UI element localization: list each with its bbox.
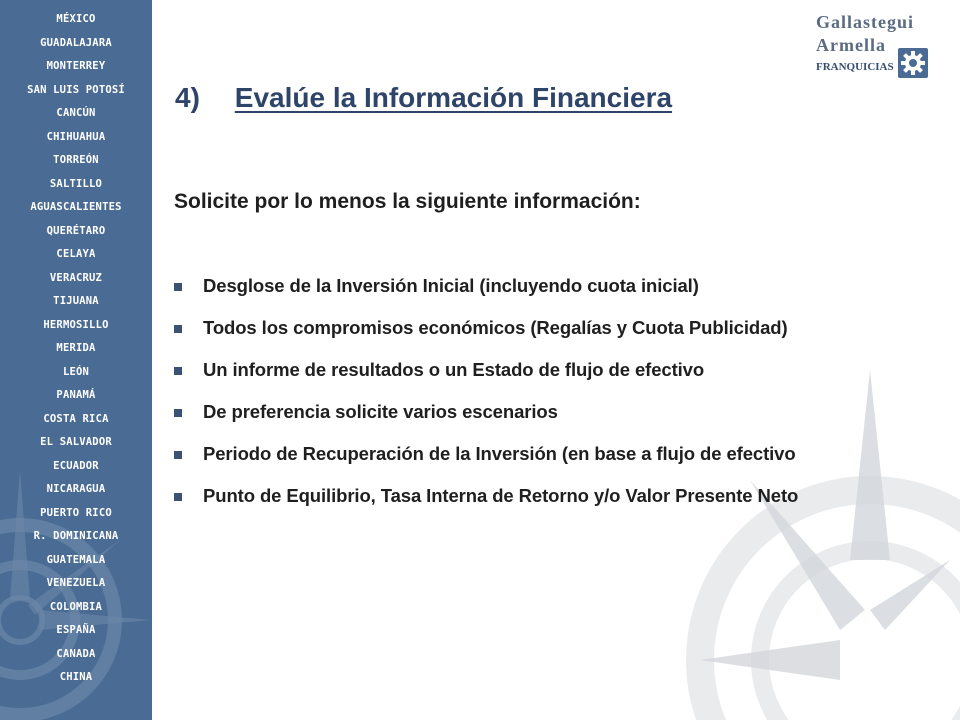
sidebar-city-item: ECUADOR xyxy=(53,459,99,472)
bullet-item xyxy=(174,359,798,401)
sidebar-city-item: CHIHUAHUA xyxy=(46,130,106,143)
square-bullet-icon xyxy=(174,451,182,459)
slide-subtitle: Solicite por lo menos la siguiente información: xyxy=(174,190,641,213)
sidebar-city-item: TORREÓN xyxy=(53,154,99,166)
sidebar-city-item: SALTILLO xyxy=(49,177,103,190)
sidebar-city-item: TIJUANA xyxy=(53,295,99,307)
bullet-item xyxy=(174,317,798,359)
bullet-list xyxy=(174,275,798,527)
sidebar-city-item: EL SALVADOR xyxy=(40,436,112,448)
square-bullet-icon xyxy=(174,409,182,417)
logo-line-franquicias: FRANQUICIAS xyxy=(816,61,894,73)
sidebar-city-item: PUERTO RICO xyxy=(40,506,112,519)
sidebar-city-item: VENEZUELA xyxy=(46,577,106,589)
sidebar-city-item: CELAYA xyxy=(56,248,96,260)
sidebar-city-item: VERACRUZ xyxy=(49,271,103,284)
square-bullet-icon xyxy=(174,283,182,291)
bullet-item xyxy=(174,275,798,317)
bullet-item xyxy=(174,401,798,443)
gear-icon xyxy=(898,48,928,78)
sidebar-city-item: COLOMBIA xyxy=(49,600,103,613)
square-bullet-icon xyxy=(174,367,182,375)
slide-title xyxy=(175,82,672,114)
sidebar-city-item: NICARAGUA xyxy=(46,483,106,495)
bullet-item xyxy=(174,485,798,527)
sidebar-city-item: CHINA xyxy=(59,671,93,683)
company-logo xyxy=(808,10,936,76)
city-list xyxy=(0,8,152,690)
sidebar-city-item: AGUASCALIENTES xyxy=(30,201,122,213)
sidebar-city-item: HERMOSILLO xyxy=(43,318,109,331)
sidebar-city-item: MERIDA xyxy=(56,342,96,354)
sidebar-city-item: PANAMÁ xyxy=(56,389,96,401)
slide-title-text: Evalúe la Información Financiera xyxy=(234,82,673,113)
sidebar-city-item: QUERÉTARO xyxy=(46,224,106,237)
sidebar-city-item: CANADA xyxy=(56,647,96,660)
square-bullet-icon xyxy=(174,493,182,501)
sidebar-city-item: LEÓN xyxy=(62,365,90,378)
sidebar-city-item: ESPAÑA xyxy=(56,624,96,636)
sidebar-city-item: SAN LUIS POTOSÍ xyxy=(27,83,125,96)
city-sidebar xyxy=(0,0,152,720)
sidebar-city-item: GUADALAJARA xyxy=(40,36,112,49)
bullet-text: Un informe de resultados o un Estado de flujo de efectivo xyxy=(203,359,705,380)
sidebar-city-item: COSTA RICA xyxy=(43,412,109,425)
sidebar-city-item: CANCÚN xyxy=(56,107,96,119)
sidebar-city-item: R. DOMINICANA xyxy=(33,530,119,542)
bullet-text: De preferencia solicite varios escenarios xyxy=(203,401,558,422)
sidebar-city-item: GUATEMALA xyxy=(46,553,106,566)
bullet-text: Punto de Equilibrio, Tasa Interna de Retorno y/o Valor Presente Neto xyxy=(203,485,799,506)
bullet-text: Todos los compromisos económicos (Regalías y Cuota Publicidad) xyxy=(203,317,788,338)
square-bullet-icon xyxy=(174,325,182,333)
slide-number: 4) xyxy=(175,82,200,113)
bullet-text: Periodo de Recuperación de la Inversión (en base a flujo de efectivo xyxy=(203,443,796,464)
logo-line-armella: Armella xyxy=(816,35,886,55)
bullet-text: Desglose de la Inversión Inicial (incluyendo cuota inicial) xyxy=(203,275,699,296)
bullet-item xyxy=(174,443,798,485)
logo-line-gallastegui: Gallastegui xyxy=(816,12,915,32)
sidebar-city-item: MONTERREY xyxy=(46,60,106,72)
sidebar-city-item: MÉXICO xyxy=(56,13,96,25)
